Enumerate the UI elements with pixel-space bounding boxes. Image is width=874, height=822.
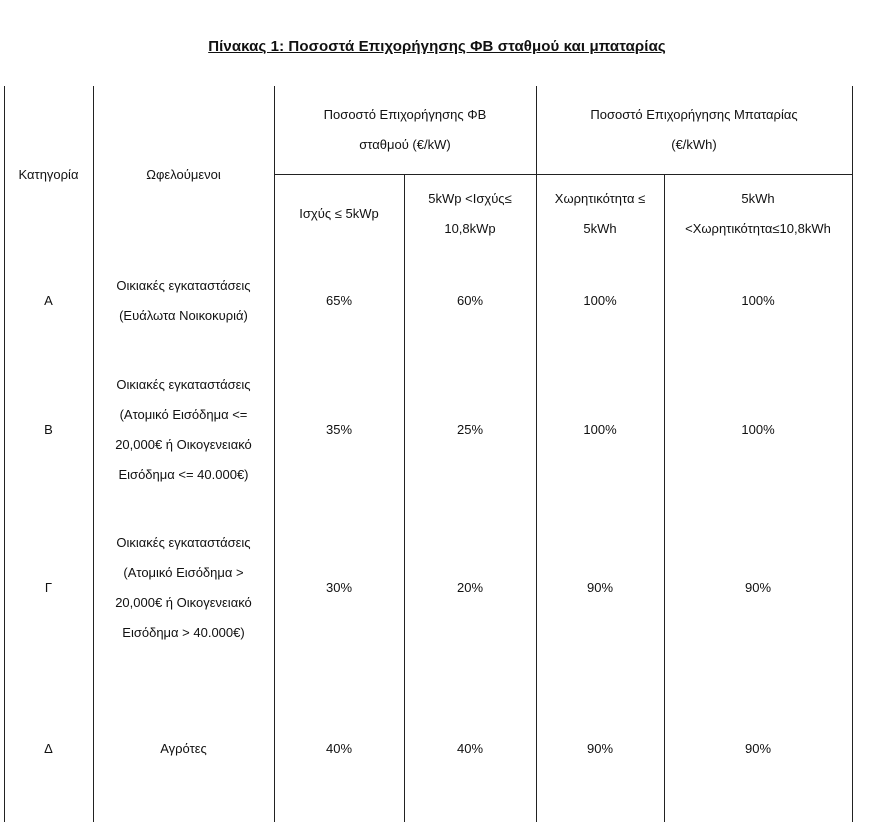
row-d-category: Δ (44, 741, 53, 756)
header-bat-sub1: Χωρητικότητα ≤ 5kWh (554, 191, 646, 236)
row-a-bat1: 100% (583, 293, 617, 308)
header-pv-sub1: Ισχύς ≤ 5kWp (299, 206, 379, 221)
row-c-pv2: 20% (456, 580, 484, 595)
row-d-bat1: 90% (586, 741, 614, 756)
row-a-bat2: 100% (741, 293, 775, 308)
row-c-bat1: 90% (586, 580, 614, 595)
row-b-bat1: 100% (583, 422, 617, 437)
row-b-bat2: 100% (741, 422, 775, 437)
header-beneficiaries: Ωφελούμενοι (146, 167, 221, 182)
row-c-bat2: 90% (744, 580, 772, 595)
row-a-category: Α (44, 293, 53, 308)
row-c-pv1: 30% (325, 580, 353, 595)
row-a-pv2: 60% (456, 293, 484, 308)
row-c-category: Γ (44, 580, 53, 595)
row-d-bat2: 90% (744, 741, 772, 756)
row-b-beneficiaries: Οικιακές εγκαταστάσεις (Ατομικό Εισόδημα <= 20,000€ ή Οικογενειακό Εισόδημα <= 40.000€) (115, 377, 252, 482)
table-title: Πίνακας 1: Ποσοστά Επιχορήγησης ΦΒ σταθμού και μπαταρίας (208, 38, 666, 55)
header-battery-group: Ποσοστό Επιχορήγησης Μπαταρίας (€/kWh) (590, 107, 798, 152)
header-bat-sub2: 5kWh <Χωρητικότητα≤10,8kWh (685, 191, 831, 236)
row-d-pv1: 40% (325, 741, 353, 756)
row-b-pv1: 35% (325, 422, 353, 437)
header-pv-sub2: 5kWp <Ισχύς≤ 10,8kWp (428, 191, 512, 236)
row-b-pv2: 25% (456, 422, 484, 437)
row-d-beneficiaries: Αγρότες (160, 741, 207, 756)
row-a-pv1: 65% (325, 293, 353, 308)
row-d-pv2: 40% (456, 741, 484, 756)
table-border-right (852, 86, 853, 822)
row-b-category: Β (44, 422, 53, 437)
row-c-beneficiaries: Οικιακές εγκαταστάσεις (Ατομικό Εισόδημα > 20,000€ ή Οικογενειακό Εισόδημα > 40.000€) (115, 535, 252, 640)
header-pv-group: Ποσοστό Επιχορήγησης ΦΒ σταθμού (€/kW) (323, 107, 487, 152)
header-category: Κατηγορία (18, 167, 79, 182)
row-a-beneficiaries: Οικιακές εγκαταστάσεις (Ευάλωτα Νοικοκυριά) (116, 278, 251, 323)
